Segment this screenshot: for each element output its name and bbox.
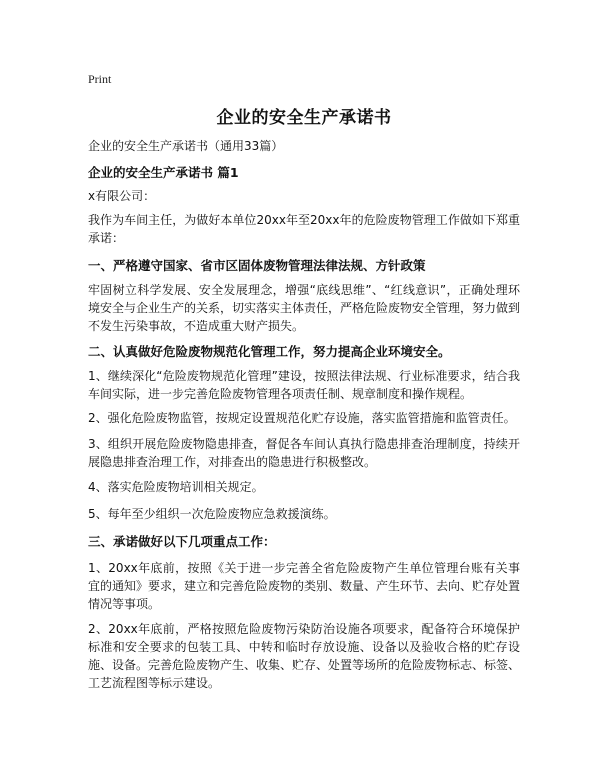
salutation: x有限公司： <box>88 189 156 203</box>
paragraph-2-2: 2、强化危险废物监管，按规定设置规范化贮存设施，落实监管措施和监管责任。 <box>88 411 516 425</box>
paragraph-3-2: 2、20xx年底前，严格按照危险废物污染防治设施各项要求，配备符合环境保护标准和安全要求的包装工具、中转和临时存放设施、设备以及验收合格的贮存设施、设备。完善危险废物产生、收集、贮存、处置等场所的危险废物标志、标签、工艺流程图等标示建设。 <box>88 622 521 690</box>
heading-3: 三、承诺做好以下几项重点工作： <box>88 534 276 549</box>
paragraph-2-3: 3、组织开展危险废物隐患排查，督促各车间认真执行隐患排查治理制度，持续开展隐患排查治理工作，对排查出的隐患进行积极整改。 <box>88 437 520 469</box>
paragraph-2-4: 4、落实危险废物培训相关规定。 <box>88 480 264 494</box>
page-title: 企业的安全生产承诺书 <box>216 108 392 128</box>
paragraph-2-1: 1、继续深化“危险废物规范化管理”建设，按照法律法规、行业标准要求，结合我车间实际，进一步完善危险废物管理各项责任制、规章制度和操作规程。 <box>88 369 520 401</box>
heading-1: 一、严格遵守国家、省市区固体废物管理法律法规、方针政策 <box>88 258 426 273</box>
heading-2: 二、认真做好危险废物规范化管理工作，努力提高企业环境安全。 <box>88 344 451 359</box>
section-title: 企业的安全生产承诺书 篇1 <box>88 165 239 180</box>
paragraph-3-1: 1、20xx年底前，按照《关于进一步完善全省危险废物产生单位管理台账有关事宜的通知》要求，建立和完善危险废物的类别、数量、产生环节、去向、贮存处置情况等事项。 <box>88 561 521 611</box>
document-subtitle: 企业的安全生产承诺书（通用33篇） <box>88 139 284 153</box>
intro-paragraph: 我作为车间主任，为做好本单位20xx年至20xx年的危险废物管理工作做如下郑重承诺： <box>88 213 520 245</box>
paragraph-2-5: 5、每年至少组织一次危险废物应急救援演练。 <box>88 507 336 521</box>
paragraph-1: 牢固树立科学发展、安全发展理念，增强“底线思维”、“红线意识”，正确处理环境安全与企业生产的关系，切实落实主体责任，严格危险废物安全管理，努力做到不发生污染事故，不造成重大财产损失。 <box>88 283 521 333</box>
print-link[interactable]: Print <box>88 72 112 86</box>
